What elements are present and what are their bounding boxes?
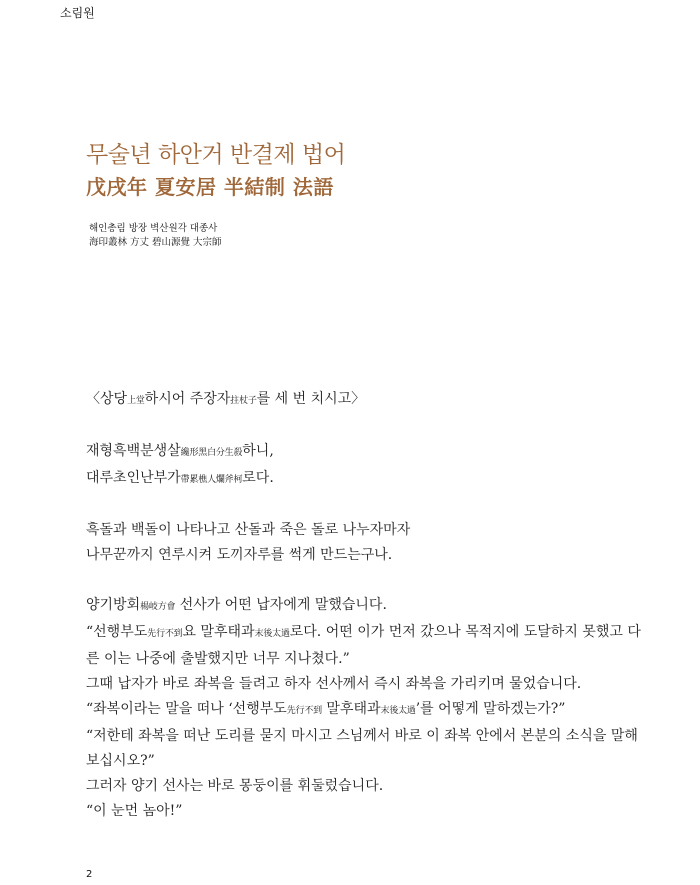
text-run: ’를 어떻게 말하겠는가?” — [415, 701, 566, 717]
hanja-annotation: 楊岐方會 — [140, 602, 176, 612]
paragraph — [86, 620, 646, 672]
text-run: 말후태과 — [321, 701, 381, 717]
text-run: 대루초인난부가 — [86, 470, 181, 486]
hanja-annotation: 帶累樵人爛斧柯 — [180, 475, 243, 485]
hanja-annotation: 末後太過 — [380, 706, 416, 716]
verse-line-1 — [86, 439, 646, 466]
hanja-annotation: 先行不到 — [147, 629, 183, 639]
text-run: “선행부도 — [86, 624, 148, 640]
hanja-annotation: 末後太過 — [254, 629, 290, 639]
paragraph — [86, 593, 646, 620]
hanja-annotation: 先行不到 — [286, 706, 322, 716]
hanja-annotation: 拄杖子 — [230, 396, 257, 406]
paragraph: “이 눈먼 놈아!” — [86, 803, 183, 819]
text-run: 양기방회 — [86, 597, 141, 613]
text-run: 선사가 어떤 납자에게 말했습니다. — [175, 597, 387, 613]
paragraph — [86, 697, 646, 724]
text-run: 하니, — [242, 443, 274, 459]
author-hanja: 海印叢林 方丈 碧山源覺 大宗師 — [89, 237, 222, 248]
text-run: 요 말후태과 — [182, 624, 255, 640]
hanja-annotation: 纔形黑白分生殺 — [180, 448, 243, 458]
hanja-annotation: 上堂 — [127, 396, 145, 406]
title-block — [86, 138, 345, 202]
sermon-body — [86, 387, 646, 824]
paragraph: 그때 납자가 바로 좌복을 들려고 하자 선사께서 즉시 좌복을 가리키며 물었습니다. — [86, 676, 582, 692]
section-label: 소림원 — [60, 6, 95, 20]
author-block — [89, 222, 222, 250]
text-run: 하시어 주장자 — [144, 391, 231, 407]
text-run: 로다. 어떤 이가 먼저 갔으나 목적지에 도달하지 못했고 다른 이는 나중에 출발했지만 너무 지나쳤다.” — [86, 624, 641, 667]
paragraph-stage-direction — [86, 387, 646, 414]
page-number: 2 — [86, 869, 93, 880]
page-title-hanja: 戊戌年 夏安居 半結制 法語 — [86, 175, 334, 199]
text-run: 재형흑백분생살 — [86, 443, 181, 459]
text-run: 〈상당 — [86, 391, 128, 407]
paragraph: “저한테 좌복을 떠난 도리를 묻지 마시고 스님께서 바로 이 좌복 안에서 본분의 소식을 말해보십시오?” — [86, 728, 638, 769]
text-run: 를 세 번 치시고〉 — [256, 391, 366, 407]
verse-line-2 — [86, 466, 646, 493]
text-run: 로다. — [242, 470, 274, 486]
paragraph: 그러자 양기 선사는 바로 몽둥이를 휘둘렀습니다. — [86, 778, 384, 794]
author-korean: 해인총림 방장 벽산원각 대종사 — [89, 223, 218, 234]
translation-line-2: 나무꾼까지 연루시켜 도끼자루를 썩게 만드는구나. — [86, 547, 393, 563]
page-title: 무술년 하안거 반결제 법어 — [86, 142, 346, 168]
translation-line-1: 흑돌과 백돌이 나타나고 산돌과 죽은 돌로 나누자마자 — [86, 522, 411, 538]
text-run: “좌복이라는 말을 떠나 ‘선행부도 — [86, 701, 287, 717]
